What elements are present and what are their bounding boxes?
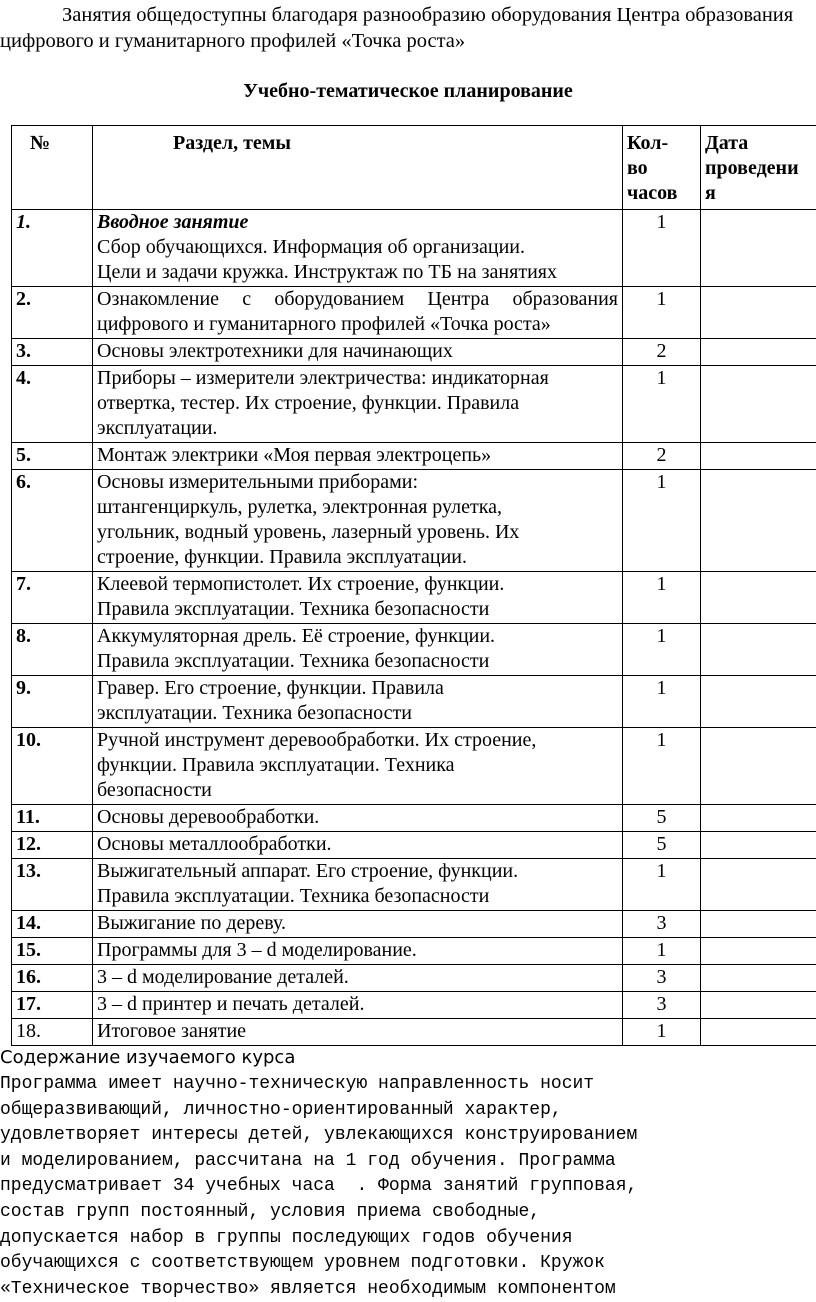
header-topic: Раздел, темы: [93, 126, 623, 210]
row-hours: 3: [623, 992, 701, 1019]
header-date-line: Дата: [705, 132, 749, 154]
table-row: [12, 859, 816, 911]
row-number: 18.: [12, 1019, 93, 1046]
row-number: 7.: [12, 572, 93, 624]
row-date: [701, 805, 816, 832]
topic-line: Гравер. Его строение, функции. Правила: [97, 677, 444, 699]
table-row: [12, 287, 816, 339]
row-hours: 1: [623, 366, 701, 443]
row-number: 4.: [12, 366, 93, 443]
topic-line: Основы измерительными приборами:: [97, 471, 419, 493]
row-number: 8.: [12, 624, 93, 676]
intro-paragraph: [0, 2, 816, 54]
row-number: 17.: [12, 992, 93, 1019]
row-date: [701, 624, 816, 676]
header-hours-line: Кол-: [627, 132, 669, 154]
topic-line: функции. Правила эксплуатации. Техника: [97, 754, 455, 776]
row-topic: [93, 572, 623, 624]
row-hours: 2: [623, 339, 701, 366]
section-heading: Учебно-тематическое планирование: [243, 80, 573, 102]
row-number: 3.: [12, 339, 93, 366]
topic-line: Правила эксплуатации. Техника безопасности: [97, 598, 490, 620]
table-header-row: [12, 126, 816, 210]
header-date-line: я: [705, 182, 716, 204]
row-date: [701, 210, 816, 287]
body-line: общеразвивающий, личностно-ориентированный характер,: [0, 1099, 562, 1120]
topic-line: эксплуатации. Техника безопасности: [97, 702, 412, 724]
header-number: №: [12, 126, 93, 210]
row-topic: [93, 339, 623, 366]
topic-line: 3 – d принтер и печать деталей.: [97, 993, 365, 1015]
row-number: 15.: [12, 938, 93, 965]
topic-line: Правила эксплуатации. Техника безопасности: [97, 650, 490, 672]
row-hours: 1: [623, 676, 701, 728]
course-content-title: Содержание изучаемого курса: [0, 1047, 296, 1068]
topic-line: Ручной инструмент деревообработки. Их строение,: [97, 729, 537, 751]
table-row: [12, 210, 816, 287]
topic-line: Выжигательный аппарат. Его строение, функции.: [97, 860, 519, 882]
table-row: [12, 992, 816, 1019]
row-topic: [93, 911, 623, 938]
header-date-line: проведени: [705, 157, 799, 179]
row-number: 16.: [12, 965, 93, 992]
row-hours: 1: [623, 287, 701, 339]
topic-line: Итоговое занятие: [97, 1020, 247, 1042]
row-number: 14.: [12, 911, 93, 938]
row-date: [701, 938, 816, 965]
body-line: обучающихся с соответствующем уровнем подготовки. Кружок: [0, 1253, 605, 1274]
row-number: 2.: [12, 287, 93, 339]
topic-line: Цели и задачи кружка. Инструктаж по ТБ на занятиях: [97, 261, 557, 283]
topic-line: цифрового и гуманитарного профилей «Точка роста»: [97, 313, 551, 335]
row-hours: 1: [623, 859, 701, 911]
row-hours: 1: [623, 470, 701, 572]
row-date: [701, 470, 816, 572]
header-date: [701, 126, 816, 210]
topic-line: Монтаж электрики «Моя первая электроцепь»: [97, 444, 492, 466]
row-topic: [93, 470, 623, 572]
topic-line: эксплуатации.: [97, 417, 218, 439]
row-hours: 1: [623, 1019, 701, 1046]
topic-line: Программы для 3 – d моделирование.: [97, 939, 417, 961]
row-number: 12.: [12, 832, 93, 859]
topic-line: строение, функции. Правила эксплуатации.: [97, 546, 468, 568]
row-date: [701, 1019, 816, 1046]
row-topic: [93, 805, 623, 832]
row-topic: [93, 992, 623, 1019]
row-date: [701, 366, 816, 443]
body-line: состав групп постоянный, условия приема свободные,: [0, 1201, 541, 1222]
topic-line: отвертка, тестер. Их строение, функции. Правила: [97, 392, 520, 414]
row-hours: 5: [623, 832, 701, 859]
body-line: и моделированием, рассчитана на 1 год обучения. Программа: [0, 1150, 616, 1171]
row-date: [701, 911, 816, 938]
topic-line: Правила эксплуатации. Техника безопасности: [97, 885, 490, 907]
body-line: предусматривает 34 учебных часа . Форма занятий групповая,: [0, 1176, 638, 1197]
table-row: [12, 728, 816, 805]
row-number: 11.: [12, 805, 93, 832]
row-hours: 1: [623, 210, 701, 287]
row-hours: 5: [623, 805, 701, 832]
table-row: [12, 366, 816, 443]
table-row: [12, 470, 816, 572]
row-date: [701, 992, 816, 1019]
row-number: 13.: [12, 859, 93, 911]
row-date: [701, 339, 816, 366]
row-hours: 1: [623, 938, 701, 965]
row-topic: [93, 210, 623, 287]
topic-line: 3 – d моделирование деталей.: [97, 966, 349, 988]
row-topic: [93, 676, 623, 728]
row-hours: 3: [623, 911, 701, 938]
row-topic: [93, 859, 623, 911]
row-hours: 1: [623, 572, 701, 624]
body-line: удовлетворяет интересы детей, увлекающихся конструированием: [0, 1125, 638, 1146]
table-row: [12, 443, 816, 470]
row-topic: [93, 287, 623, 339]
row-topic: [93, 1019, 623, 1046]
row-number: 5.: [12, 443, 93, 470]
row-hours: 3: [623, 965, 701, 992]
thematic-plan-table: [11, 125, 816, 1046]
table-row: [12, 1019, 816, 1046]
row-number: 1.: [12, 210, 93, 287]
table-row: [12, 339, 816, 366]
topic-line: безопасности: [97, 779, 212, 801]
row-topic: [93, 624, 623, 676]
row-topic: [93, 443, 623, 470]
row-date: [701, 676, 816, 728]
row-hours: 1: [623, 624, 701, 676]
row-topic: [93, 832, 623, 859]
body-line: Программа имеет научно-техническую направленность носит: [0, 1074, 595, 1094]
topic-line: штангенциркуль, рулетка, электронная рулетка,: [97, 496, 503, 518]
topic-line: Основы деревообработки.: [97, 806, 320, 828]
row-date: [701, 832, 816, 859]
topic-title: Вводное занятие: [97, 211, 249, 233]
row-date: [701, 965, 816, 992]
row-date: [701, 728, 816, 805]
row-topic: [93, 965, 623, 992]
intro-line: цифрового и гуманитарного профилей «Точка роста»: [0, 30, 466, 52]
topic-line: Основы электротехники для начинающих: [97, 340, 453, 362]
body-line: «Техническое творчество» является необходимым компонентом: [0, 1278, 616, 1299]
row-number: 10.: [12, 728, 93, 805]
table-row: [12, 965, 816, 992]
header-hours: [623, 126, 701, 210]
row-number: 9.: [12, 676, 93, 728]
topic-line: Ознакомление с оборудованием Центра образования: [97, 288, 618, 310]
table-row: [12, 805, 816, 832]
topic-line: Основы металлообработки.: [97, 833, 332, 855]
table-row: [12, 938, 816, 965]
topic-line: Приборы – измерители электричества: индикаторная: [97, 367, 549, 389]
table-row: [12, 624, 816, 676]
row-topic: [93, 728, 623, 805]
row-date: [701, 572, 816, 624]
row-hours: 1: [623, 728, 701, 805]
row-date: [701, 287, 816, 339]
row-date: [701, 859, 816, 911]
topic-line: Выжигание по дереву.: [97, 912, 287, 934]
course-content-body: [0, 1072, 816, 1302]
table-row: [12, 911, 816, 938]
table-row: [12, 676, 816, 728]
table-row: [12, 572, 816, 624]
row-date: [701, 443, 816, 470]
intro-line: Занятия общедоступны благодаря разнообразию оборудования Центра образования: [62, 4, 794, 26]
topic-line: Сбор обучающихся. Информация об организации.: [97, 236, 526, 258]
body-line: допускается набор в группы последующих годов обучения: [0, 1227, 573, 1248]
row-topic: [93, 366, 623, 443]
topic-line: Клеевой термопистолет. Их строение, функции.: [97, 573, 505, 595]
row-hours: 2: [623, 443, 701, 470]
header-hours-line: во: [627, 157, 648, 179]
header-hours-line: часов: [627, 182, 678, 204]
topic-line: Аккумуляторная дрель. Её строение, функции.: [97, 625, 496, 647]
row-topic: [93, 938, 623, 965]
table-row: [12, 832, 816, 859]
row-number: 6.: [12, 470, 93, 572]
topic-line: угольник, водный уровень, лазерный уровень. Их: [97, 521, 520, 543]
